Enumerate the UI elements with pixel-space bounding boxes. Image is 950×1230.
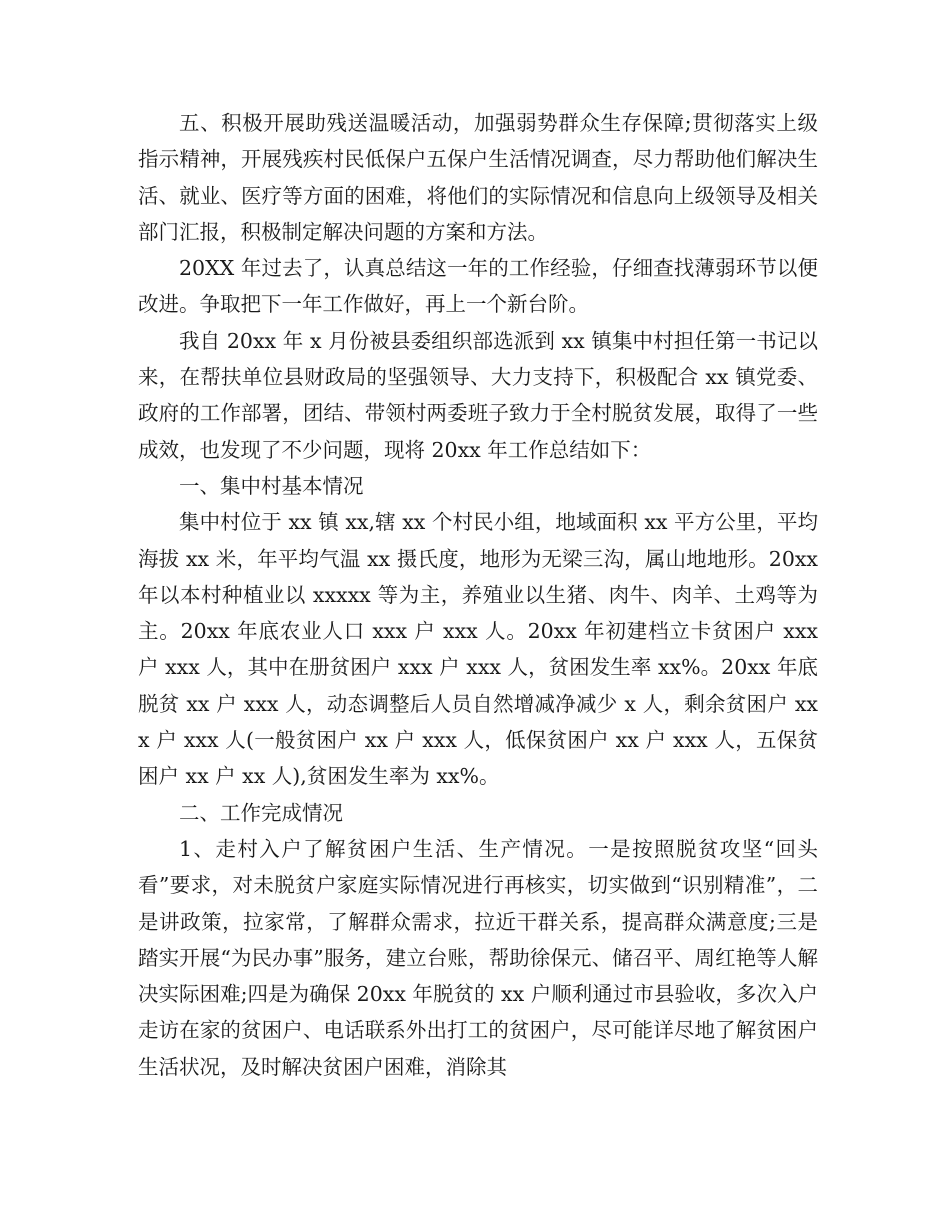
- paragraph-disabled-assistance: 五、积极开展助残送温暖活动，加强弱势群众生存保障;贯彻落实上级指示精神，开展残疾村民低保户五保户生活情况调查，尽力帮助他们解决生活、就业、医疗等方面的困难，将他们的实际情况和信息向上级领导及相关部门汇报，积极制定解决问题的方案和方法。: [138, 111, 818, 244]
- section-heading-work-completed: 二、工作完成情况: [179, 800, 343, 825]
- paragraph-introduction: 我自 20xx 年 x 月份被县委组织部选派到 xx 镇集中村担任第一书记以来，在帮扶单位县财政局的坚强领导、大力支持下，积极配合 xx 镇党委、政府的工作部署，团结、带领村两委班子致力于全村脱贫发展，取得了一些成效，也发现了不少问题，现将 20xx 年工作总结如下：: [138, 328, 818, 462]
- section-heading-village-overview: 一、集中村基本情况: [179, 473, 364, 498]
- paragraph-village-overview: 集中村位于 xx 镇 xx,辖 xx 个村民小组，地域面积 xx 平方公里，平均海拔 xx 米，年平均气温 xx 摄氏度，地形为无梁三沟，属山地地形。20xx 年以本村种植业以 xxxxx 等为主，养殖业以生猪、肉牛、肉羊、土鸡等为主。20xx 年底农业人口 xxx 户 xxx 人。20xx 年初建档立卡贫困户 xxx 户 xxx 人，其中在册贫困户 xxx 户 xxx 人，贫困发生率 xx%。20xx 年底脱贫 xx 户 xxx 人，动态调整后人员自然增减净减少 x 人，剩余贫困户 xxx 户 xxx 人(一般贫困户 xx 户 xxx 人，低保贫困户 xx 户 xxx 人，五保贫困户 xx 户 xx 人),贫困发生率为 xx%。: [138, 510, 818, 789]
- paragraph-household-visits: 1、走村入户了解贫困户生活、生产情况。一是按照脱贫攻坚“回头看”要求，对未脱贫户家庭实际情况进行再核实，切实做到“识别精准”，二是讲政策，拉家常，了解群众需求，拉近干群关系，提高群众满意度;三是踏实开展“为民办事”服务，建立台账，帮助徐保元、储召平、周红艳等人解决实际困难;四是为确保 20xx 年脱贫的 xx 户顺利通过市县验收，多次入户走访在家的贫困户、电话联系外出打工的贫困户，尽可能详尽地了解贫困户生活状况，及时解决贫困户困难，消除其: [138, 836, 818, 1079]
- paragraph-year-review: 20XX 年过去了，认真总结这一年的工作经验，仔细查找薄弱环节以便改进。争取把下一年工作做好，再上一个新台阶。: [138, 256, 818, 317]
- document-body: [138, 105, 818, 1085]
